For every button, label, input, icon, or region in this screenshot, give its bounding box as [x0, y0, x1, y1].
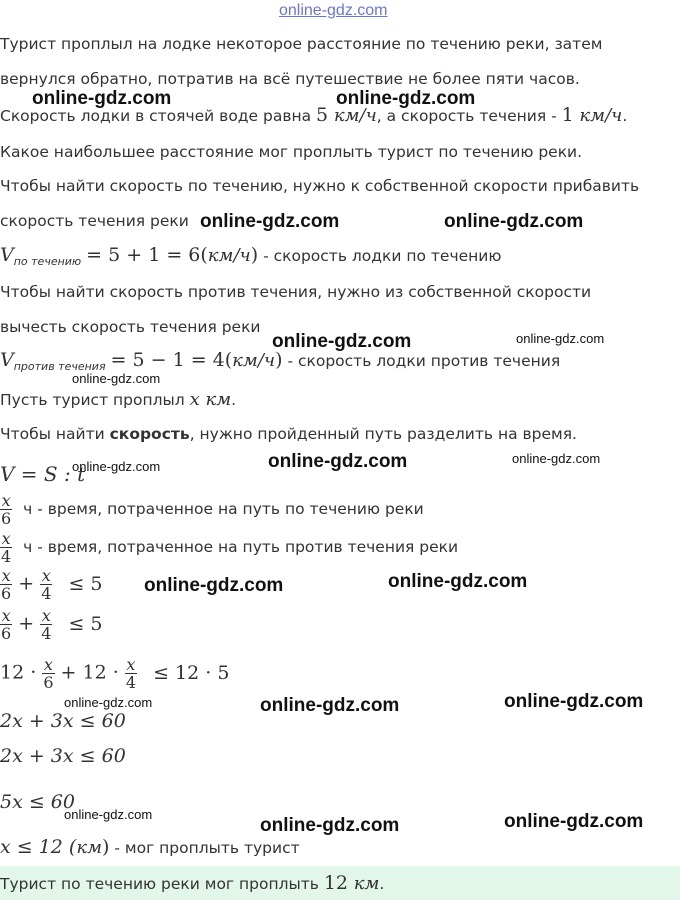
answer-box	[0, 866, 680, 900]
let-end: .	[231, 391, 237, 409]
problem-line-1: Турист проплыл на лодке некоторое расстояние по течению реки, затем	[0, 35, 603, 53]
watermark: online-gdz.com	[200, 211, 340, 232]
watermark: online-gdz.com	[32, 88, 172, 109]
result-note: - мог проплыть турист	[109, 839, 300, 857]
v-with-close: )	[250, 244, 259, 266]
boat-speed-unit: км/ч	[328, 105, 377, 126]
watermark: online-gdz.com	[516, 331, 605, 346]
problem-line-3-b: , а скорость течения -	[376, 107, 562, 125]
let-line	[0, 389, 236, 410]
answer-unit: км	[348, 873, 380, 894]
problem-line-2: вернулся обратно, потратив на всё путешествие не более пяти часов.	[0, 70, 580, 88]
v-with-subscript: по течению	[13, 255, 82, 268]
watermark: online-gdz.com	[512, 451, 601, 466]
fraction-x-6: $\frac{x}{6}$	[1, 491, 12, 528]
result-unit: км	[76, 837, 103, 858]
problem-line-3-a: Скорость лодки в стоячей воде равна	[0, 107, 317, 125]
inequality-2: $\frac{x}{6}$ + $\frac{x}{4}$ ≤ 5	[1, 606, 103, 643]
result-expr: x ≤ 12 (	[0, 836, 77, 858]
v-against-close: )	[275, 349, 283, 371]
v-symbol: V	[0, 244, 14, 266]
site-link[interactable]: online-gdz.com	[279, 2, 388, 19]
step-1: 2x + 3x ≤ 60	[0, 710, 126, 732]
watermark: online-gdz.com	[72, 459, 161, 474]
solution-text-1b: скорость течения реки	[0, 212, 189, 230]
result-line	[0, 836, 300, 858]
watermark: online-gdz.com	[504, 811, 644, 832]
fraction-x-4: $\frac{x}{4}$	[1, 529, 12, 566]
v-against-unit: км/ч	[232, 350, 276, 371]
answer-text: Турист по течению реки мог проплыть 12 км.	[0, 872, 385, 894]
watermark: online-gdz.com	[64, 695, 153, 710]
current-speed-value: 1	[561, 104, 574, 126]
watermark: online-gdz.com	[260, 695, 400, 716]
v-with-current-line	[0, 244, 501, 266]
v-with-note: - скорость лодки по течению	[258, 247, 502, 265]
watermark: online-gdz.com	[336, 88, 476, 109]
step-3: 5x ≤ 60	[0, 791, 75, 813]
v-with-unit: км/ч	[207, 245, 251, 266]
problem-line-4: Какое наибольшее расстояние мог проплыть турист по течению реки.	[0, 143, 583, 161]
v-with-expr: = 5 + 1 = 6(	[86, 244, 208, 266]
result-close: )	[102, 836, 110, 858]
watermark: online-gdz.com	[444, 211, 584, 232]
find-bold: скорость	[109, 425, 190, 443]
watermark: online-gdz.com	[72, 371, 161, 386]
answer-value: 12	[323, 872, 349, 894]
inequality-multiplied: 12 · $\frac{x}{6}$ + 12 · $\frac{x}{4}$ ≤ 12 · 5	[0, 655, 230, 692]
find-rest: , нужно пройденный путь разделить на время.	[189, 425, 577, 443]
watermark: online-gdz.com	[504, 691, 644, 712]
formula-vst: V = S : t	[0, 462, 86, 486]
v-symbol: V	[0, 349, 14, 371]
step-2: 2x + 3x ≤ 60	[0, 745, 126, 767]
solution-text-1a: Чтобы найти скорость по течению, нужно к собственной скорости прибавить	[0, 177, 640, 195]
watermark: online-gdz.com	[144, 575, 284, 596]
time-against-note: ч - время, потраченное на путь против течения реки	[23, 538, 459, 556]
find-text: Чтобы найти	[0, 425, 110, 443]
solution-text-2a: Чтобы найти скорость против течения, нужно из собственной скорости	[0, 283, 592, 301]
problem-line-3-c: .	[622, 107, 628, 125]
watermark: online-gdz.com	[268, 451, 408, 472]
boat-speed-value: 5	[316, 104, 329, 126]
v-against-expr: = 5 − 1 = 4(	[110, 349, 233, 371]
watermark: online-gdz.com	[388, 571, 528, 592]
v-against-subscript: против течения	[13, 360, 106, 373]
inequality-1: $\frac{x}{6}$ + $\frac{x}{4}$ ≤ 5	[1, 566, 103, 603]
v-against-note: - скорость лодки против течения	[282, 352, 561, 370]
let-x: x км	[189, 389, 232, 410]
find-speed-line	[0, 425, 577, 443]
time-with-line	[0, 492, 424, 527]
watermark: online-gdz.com	[272, 331, 412, 352]
time-against-line	[0, 530, 458, 565]
solution-text-2b: вычесть скорость течения реки	[0, 318, 261, 336]
watermark: online-gdz.com	[64, 807, 153, 822]
watermark: online-gdz.com	[260, 815, 400, 836]
let-text: Пусть турист проплыл	[0, 391, 190, 409]
time-with-note: ч - время, потраченное на путь по течению реки	[23, 500, 424, 518]
current-speed-unit: км/ч	[573, 105, 623, 126]
